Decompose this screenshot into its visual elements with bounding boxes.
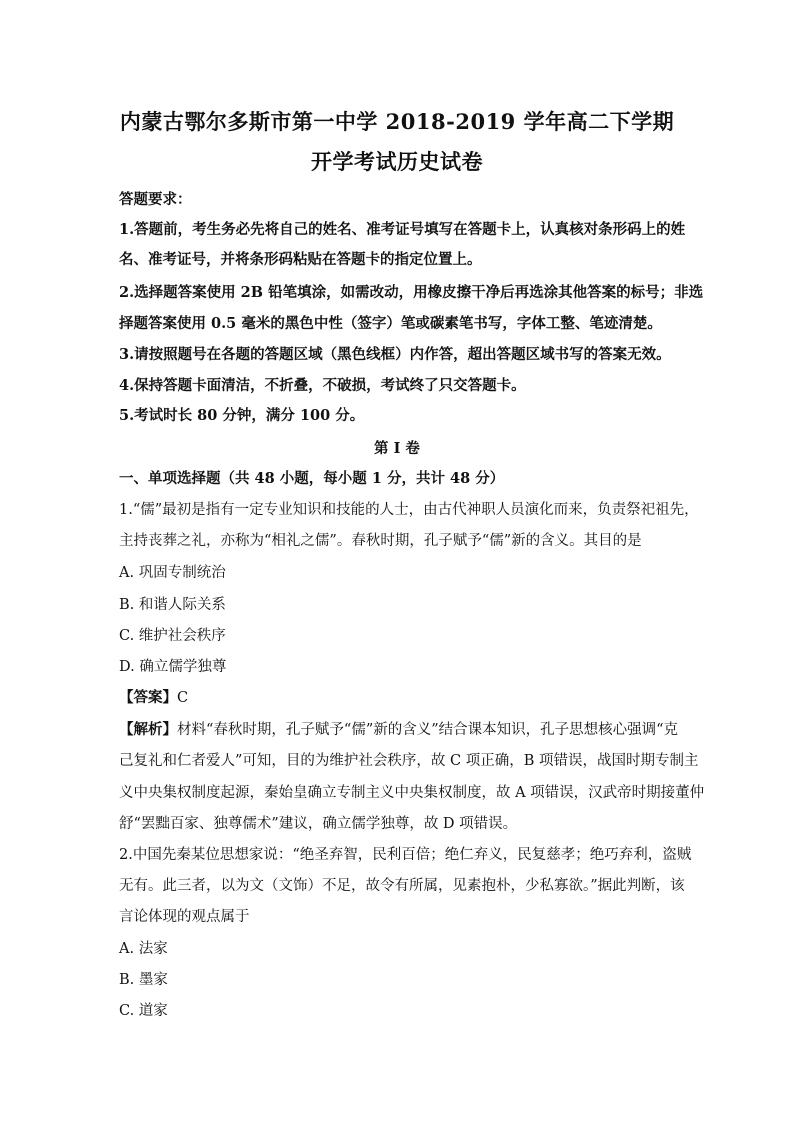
part-label: 第 I 卷 — [374, 440, 420, 457]
q2-option-a: A. 法家 — [119, 941, 168, 957]
q1-analysis-line — [119, 718, 678, 739]
q1-analysis-line: 舒“罢黜百家、独尊儒术”建议，确立儒学独尊，故 D 项错误。 — [119, 816, 518, 832]
q1-stem-line: 1.“儒”最初是指有一定专业知识和技能的人士，由古代神职人员演化而来，负责祭祀祖先， — [119, 502, 699, 518]
q1-stem-line: 主持丧葬之礼，亦称为“相礼之儒”。春秋时期，孔子赋予“儒”新的含义。其目的是 — [119, 533, 642, 549]
q2-option-c: C. 道家 — [119, 1003, 168, 1019]
answer-value: C — [177, 690, 189, 706]
requirements-heading: 答题要求： — [119, 191, 192, 208]
analysis-text: 材料“春秋时期，孔子赋予“儒”新的含义”结合课本知识，孔子思想核心强调“克 — [177, 722, 679, 738]
q1-answer — [119, 686, 188, 707]
q1-option-b: B. 和谐人际关系 — [119, 597, 226, 613]
q1-option-d: D. 确立儒学独尊 — [119, 659, 227, 675]
requirement-line: 择题答案使用 0.5 毫米的黑色中性（签字）笔或碳素笔书写，字体工整、笔迹清楚。 — [119, 315, 662, 332]
q1-option-c: C. 维护社会秩序 — [119, 628, 226, 644]
q1-option-a: A. 巩固专制统治 — [119, 565, 226, 581]
section-heading: 一、单项选择题（共 48 小题，每小题 1 分，共计 48 分） — [119, 470, 505, 487]
requirement-line: 5.考试时长 80 分钟，满分 100 分。 — [119, 407, 365, 424]
q1-analysis-line: 义中央集权制度起源，秦始皇确立专制主义中央集权制度，故 A 项错误，汉武帝时期接董仲 — [119, 785, 705, 801]
q2-stem-line: 2.中国先秦某位思想家说：“绝圣弃智，民利百倍；绝仁弃义，民复慈孝；绝巧弃利，盗贼 — [119, 847, 692, 863]
q2-stem-line: 无有。此三者，以为文（文饰）不足，故令有所属，见素抱朴，少私寡欲。”据此判断，该 — [119, 878, 685, 894]
analysis-label: 【解析】 — [119, 721, 177, 738]
q1-analysis-line: 己复礼和仁者爱人”可知，目的为维护社会秩序，故 C 项正确，B 项错误，战国时期专制主 — [119, 753, 699, 769]
doc-title-line1: 内蒙古鄂尔多斯市第一中学 2018-2019 学年高二下学期 — [119, 109, 675, 134]
q2-stem-line: 言论体现的观点属于 — [119, 909, 250, 925]
requirement-line: 3.请按照题号在各题的答题区域（黑色线框）内作答，超出答题区域书写的答案无效。 — [119, 346, 671, 363]
requirement-line: 1.答题前，考生务必先将自己的姓名、准考证号填写在答题卡上，认真核对条形码上的姓 — [119, 221, 686, 238]
answer-label: 【答案】 — [119, 689, 177, 706]
doc-title-line2: 开学考试历史试卷 — [311, 149, 483, 174]
requirement-line: 2.选择题答案使用 2B 铅笔填涂，如需改动，用橡皮擦干净后再选涂其他答案的标号；非选 — [119, 284, 704, 301]
requirement-line: 4.保持答题卡面清洁，不折叠，不破损，考试终了只交答题卡。 — [119, 377, 526, 394]
q2-option-b: B. 墨家 — [119, 972, 168, 988]
requirement-line: 名、准考证号，并将条形码粘贴在答题卡的指定位置上。 — [119, 251, 482, 268]
